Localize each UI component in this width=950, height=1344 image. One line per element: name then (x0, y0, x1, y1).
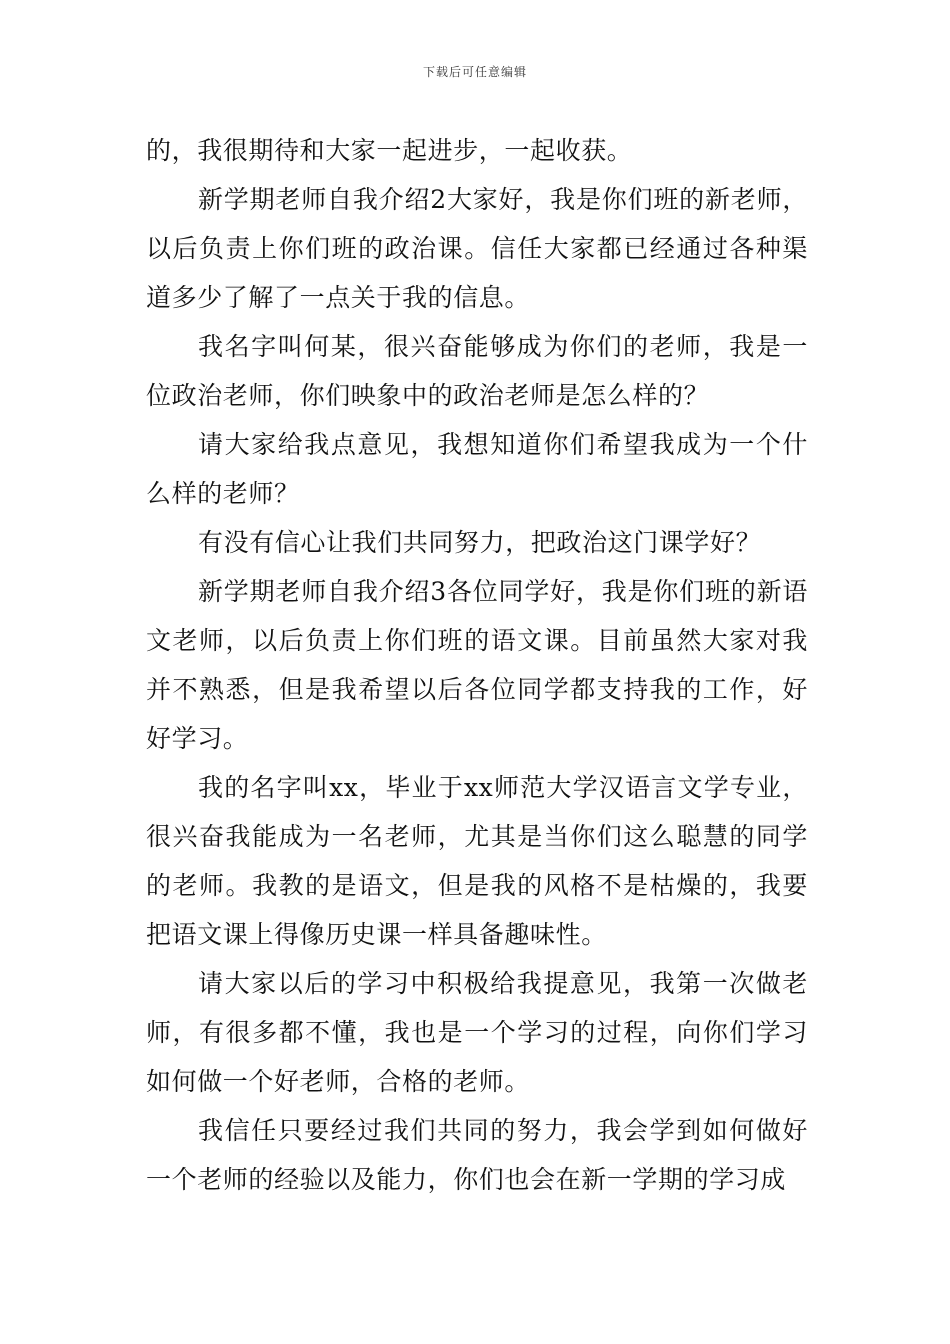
paragraph: 我信任只要经过我们共同的努力，我会学到如何做好一个老师的经验以及能力，你们也会在新一学期的学习成 (146, 1116, 808, 1194)
paragraph: 我名字叫何某，很兴奋能够成为你们的老师，我是一位政治老师，你们映象中的政治老师是怎么样的？ (146, 332, 808, 410)
page-header-note: 下载后可任意编辑 (422, 65, 527, 79)
paragraph: 新学期老师自我介绍3各位同学好，我是你们班的新语文老师，以后负责上你们班的语文课。目前虽然大家对我并不熟悉，但是我希望以后各位同学都支持我的工作，好好学习。 (146, 577, 808, 753)
paragraph: 新学期老师自我介绍2大家好，我是你们班的新老师，以后负责上你们班的政治课。信任大家都已经通过各种渠道多少了解了一点关于我的信息。 (146, 185, 808, 312)
document-body (146, 126, 808, 1204)
paragraph: 请大家给我点意见，我想知道你们希望我成为一个什么样的老师？ (146, 430, 808, 508)
paragraph: 我的名字叫xx，毕业于xx师范大学汉语言文学专业，很兴奋我能成为一名老师，尤其是当你们这么聪慧的同学的老师。我教的是语文，但是我的风格不是枯燥的，我要把语文课上得像历史课一样具备趣味性。 (146, 773, 808, 949)
paragraph: 请大家以后的学习中积极给我提意见，我第一次做老师，有很多都不懂，我也是一个学习的过程，向你们学习如何做一个好老师，合格的老师。 (146, 969, 808, 1096)
paragraph: 有没有信心让我们共同努力，把政治这门课学好？ (198, 528, 762, 557)
paragraph: 的，我很期待和大家一起进步，一起收获。 (146, 136, 633, 165)
